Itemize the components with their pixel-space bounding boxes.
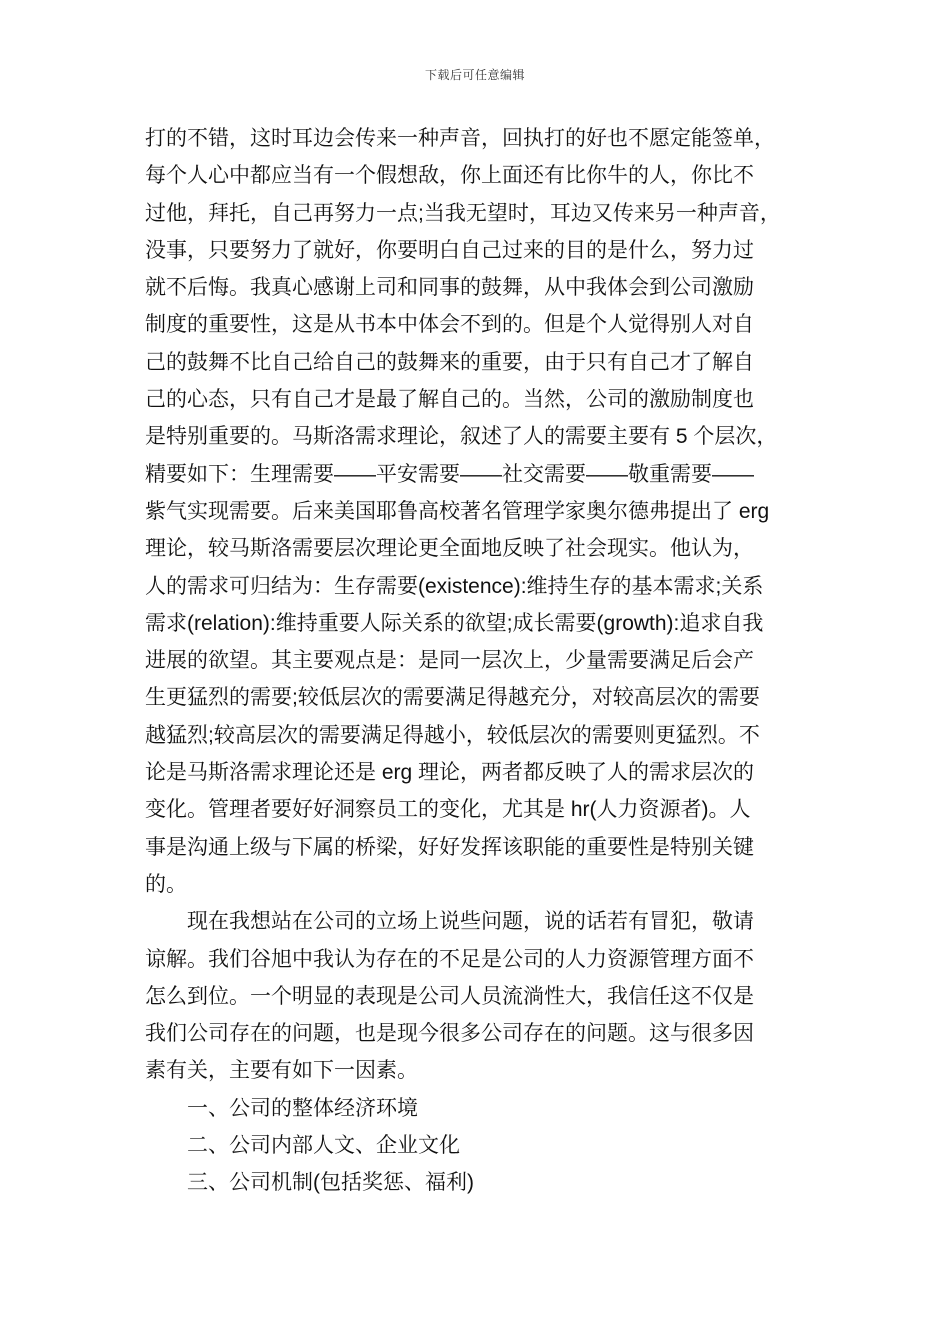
list-item: 一、公司的整体经济环境: [187, 1096, 418, 1120]
body-line: 人的需求可归结为：生存需要(existence):维持生存的基本需求;关系: [145, 574, 764, 598]
body-line: 素有关，主要有如下一因素。: [145, 1059, 418, 1083]
paragraph-start-line: 现在我想站在公司的立场上说些问题，说的话若有冒犯，敬请: [187, 910, 754, 934]
list-item: 三、公司机制(包括奖惩、福利): [187, 1171, 474, 1195]
body-line: 论是马斯洛需求理论还是 erg 理论，两者都反映了人的需求层次的: [145, 761, 755, 785]
body-line: 怎么到位。一个明显的表现是公司人员流淌性大，我信任这不仅是: [145, 984, 754, 1008]
body-line: 是特别重要的。马斯洛需求理论，叙述了人的需要主要有 5 个层次，: [145, 425, 778, 449]
body-line: 没事，只要努力了就好，你要明白自己过来的目的是什么，努力过: [145, 238, 754, 262]
body-line: 越猛烈;较高层次的需要满足得越小，较低层次的需要则更猛烈。不: [145, 723, 760, 747]
page-header: 下载后可任意编辑: [424, 68, 525, 82]
body-line: 精要如下：生理需要——平安需要——社交需要——敬重需要——: [145, 462, 754, 486]
body-line: 需求(relation):维持重要人际关系的欲望;成长需要(growth):追求自我: [145, 611, 764, 635]
body-line: 谅解。我们谷旭中我认为存在的不足是公司的人力资源管理方面不: [145, 947, 754, 971]
body-line: 的。: [145, 872, 187, 896]
body-line: 每个人心中都应当有一个假想敌，你上面还有比你牛的人，你比不: [145, 164, 754, 188]
body-line: 就不后悔。我真心感谢上司和同事的鼓舞，从中我体会到公司激励: [145, 276, 754, 300]
body-line: 己的心态，只有自己才是最了解自己的。当然，公司的激励制度也: [145, 388, 754, 412]
body-line: 理论，较马斯洛需要层次理论更全面地反映了社会现实。他认为，: [145, 537, 754, 561]
body-line: 生更猛烈的需要;较低层次的需要满足得越充分，对较高层次的需要: [145, 686, 760, 710]
body-line: 紫气实现需要。后来美国耶鲁高校著名管理学家奥尔德弗提出了 erg: [145, 499, 770, 523]
list-item: 二、公司内部人文、企业文化: [187, 1134, 460, 1158]
body-line: 进展的欲望。其主要观点是：是同一层次上，少量需要满足后会产: [145, 649, 754, 673]
body-line: 制度的重要性，这是从书本中体会不到的。但是个人觉得别人对自: [145, 313, 754, 337]
body-line: 过他，拜托，自己再努力一点;当我无望时，耳边又传来另一种声音，: [145, 201, 781, 225]
body-line: 我们公司存在的问题，也是现今很多公司存在的问题。这与很多因: [145, 1022, 754, 1046]
body-line: 己的鼓舞不比自己给自己的鼓舞来的重要，由于只有自己才了解自: [145, 350, 754, 374]
body-line: 事是沟通上级与下属的桥梁，好好发挥该职能的重要性是特别关键: [145, 835, 754, 859]
body-line: 打的不错，这时耳边会传来一种声音，回执打的好也不愿定能签单，: [145, 127, 775, 150]
document-body: [145, 120, 809, 1202]
body-line: 变化。管理者要好好洞察员工的变化，尤其是 hr(人力资源者)。人: [145, 798, 751, 822]
